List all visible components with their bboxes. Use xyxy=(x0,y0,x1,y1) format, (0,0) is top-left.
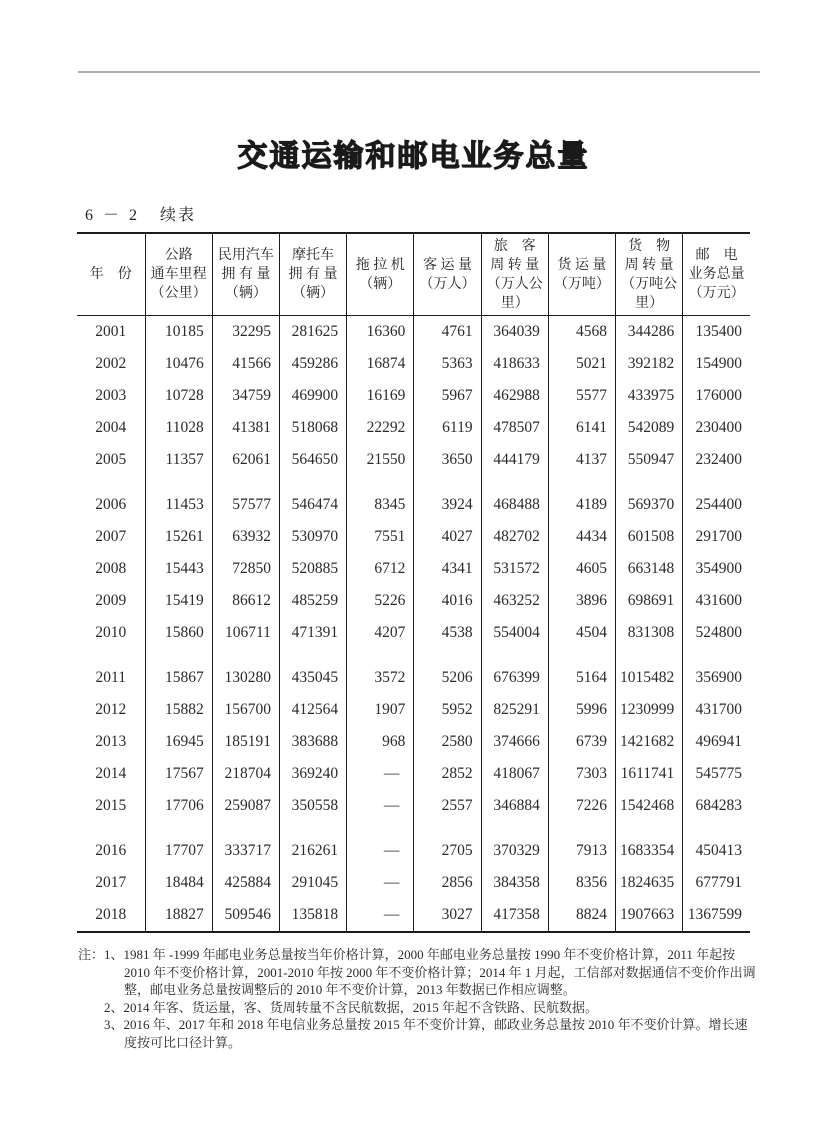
spacer-cell xyxy=(683,649,750,662)
value-cell-freight-turnover: 663148 xyxy=(616,553,683,585)
value-cell-civil-vehicles: 72850 xyxy=(212,553,279,585)
value-cell-passenger-traffic: 3924 xyxy=(414,489,481,521)
year-cell: 2008 xyxy=(95,560,127,577)
spacer-cell xyxy=(683,476,750,489)
value-cell-civil-vehicles: 333717 xyxy=(212,835,279,867)
value-cell-freight-traffic: 4434 xyxy=(548,521,615,553)
value-cell-highway-mileage: 16945 xyxy=(145,726,212,758)
col-header-line: （辆） xyxy=(224,286,267,301)
value-cell-tractors: — xyxy=(347,835,414,867)
note-item-2 xyxy=(104,999,756,1017)
value-cell-motorcycles: 518068 xyxy=(279,412,346,444)
value-cell-freight-turnover: 1907663 xyxy=(616,899,683,932)
col-header-line: （万吨） xyxy=(553,276,610,292)
value-cell-freight-traffic: 5021 xyxy=(548,348,615,380)
spacer-cell xyxy=(145,476,212,489)
value-cell-motorcycles: 350558 xyxy=(279,790,346,822)
page-title: 交通运输和邮电业务总量 xyxy=(237,140,590,173)
value-cell-motorcycles: 291045 xyxy=(279,867,346,899)
col-header-line: 民用汽车 xyxy=(217,248,274,263)
value-cell-passenger-turnover: 418067 xyxy=(481,758,548,790)
spacer-cell xyxy=(77,476,145,489)
table-row-2005 xyxy=(77,444,750,476)
value-cell-tractors: 16169 xyxy=(347,380,414,412)
spacer-cell xyxy=(548,822,615,835)
note-number: 2、 xyxy=(104,999,124,1015)
value-cell-tractors: — xyxy=(347,899,414,932)
col-header-line: （万人） xyxy=(419,276,476,292)
value-cell-tractors: — xyxy=(347,758,414,790)
table-continued-label: 续表 xyxy=(160,207,197,224)
col-header-line: 拥 有 量 xyxy=(288,267,338,282)
spacer-cell xyxy=(683,822,750,835)
value-cell-post-telecom-total: 230400 xyxy=(683,412,750,444)
value-cell-highway-mileage: 15867 xyxy=(145,662,212,694)
table-row-2002 xyxy=(77,348,750,380)
col-header-civil-vehicles xyxy=(212,233,279,316)
table-header xyxy=(77,233,750,316)
value-cell-post-telecom-total: 291700 xyxy=(683,521,750,553)
col-header-line: （万人公 xyxy=(486,276,543,292)
value-cell-freight-turnover: 344286 xyxy=(616,316,683,349)
note-text: 2014 年客、货运量，客、货周转量不含民航数据，2015 年起不含铁路、民航数据。 xyxy=(123,999,599,1015)
page-top-rule xyxy=(78,71,760,73)
value-cell-highway-mileage: 10476 xyxy=(145,348,212,380)
value-cell-freight-turnover: 1683354 xyxy=(616,835,683,867)
note-item-3 xyxy=(104,1016,756,1051)
table-row-2004 xyxy=(77,412,750,444)
table-row-2001 xyxy=(77,316,750,349)
value-cell-tractors: 3572 xyxy=(347,662,414,694)
year-cell: 2010 xyxy=(95,624,127,641)
value-cell-freight-turnover: 601508 xyxy=(616,521,683,553)
col-header-line: 年 份 xyxy=(89,267,132,282)
value-cell-post-telecom-total: 1367599 xyxy=(683,899,750,932)
spacer-cell xyxy=(616,822,683,835)
value-cell-post-telecom-total: 176000 xyxy=(683,380,750,412)
spacer-cell xyxy=(414,649,481,662)
value-cell-highway-mileage: 18484 xyxy=(145,867,212,899)
note-text: 2016 年、2017 年和 2018 年电信业务总量按 2015 年不变价计算，邮政业务总量按 2010 年不变价计算。增长速度按可比口径计算。 xyxy=(123,1017,748,1050)
value-cell-passenger-traffic: 2856 xyxy=(414,867,481,899)
year-cell: 2002 xyxy=(95,355,127,372)
table-row-2012 xyxy=(77,694,750,726)
value-cell-post-telecom-total: 154900 xyxy=(683,348,750,380)
year-cell: 2012 xyxy=(95,701,127,718)
value-cell-freight-turnover: 1421682 xyxy=(616,726,683,758)
value-cell-highway-mileage: 15882 xyxy=(145,694,212,726)
value-cell-passenger-traffic: 2557 xyxy=(414,790,481,822)
col-header-line: 摩托车 xyxy=(292,248,335,263)
value-cell-motorcycles: 564650 xyxy=(279,444,346,476)
value-cell-passenger-turnover: 384358 xyxy=(481,867,548,899)
header-row xyxy=(77,233,750,316)
note-number: 1、 xyxy=(104,947,124,962)
table-row-2013 xyxy=(77,726,750,758)
value-cell-civil-vehicles: 41566 xyxy=(212,348,279,380)
value-cell-freight-traffic: 6141 xyxy=(548,412,615,444)
value-cell-highway-mileage: 15860 xyxy=(145,617,212,649)
spacer-cell xyxy=(347,649,414,662)
col-header-line: （辆） xyxy=(359,276,402,292)
table-row-2011 xyxy=(77,662,750,694)
value-cell-passenger-traffic: 4538 xyxy=(414,617,481,649)
value-cell-civil-vehicles: 63932 xyxy=(212,521,279,553)
value-cell-civil-vehicles: 509546 xyxy=(212,899,279,932)
value-cell-highway-mileage: 11357 xyxy=(145,444,212,476)
value-cell-civil-vehicles: 218704 xyxy=(212,758,279,790)
value-cell-civil-vehicles: 185191 xyxy=(212,726,279,758)
value-cell-freight-traffic: 5996 xyxy=(548,694,615,726)
value-cell-tractors: 7551 xyxy=(347,521,414,553)
year-cell: 2005 xyxy=(95,451,127,468)
year-cell: 2017 xyxy=(95,874,127,891)
value-cell-freight-turnover: 392182 xyxy=(616,348,683,380)
value-cell-passenger-traffic: 2705 xyxy=(414,835,481,867)
year-cell: 2003 xyxy=(95,387,127,404)
spacer-cell xyxy=(212,822,279,835)
value-cell-post-telecom-total: 684283 xyxy=(683,790,750,822)
col-header-line: 业务总量 xyxy=(688,267,745,282)
value-cell-highway-mileage: 11028 xyxy=(145,412,212,444)
value-cell-passenger-traffic: 5952 xyxy=(414,694,481,726)
table-number: 6 － 2 xyxy=(85,207,141,224)
year-cell: 2011 xyxy=(95,669,126,686)
spacer-cell xyxy=(212,476,279,489)
stats-table xyxy=(77,232,750,933)
group-spacer-row xyxy=(77,476,750,489)
value-cell-passenger-turnover: 676399 xyxy=(481,662,548,694)
col-header-tractors xyxy=(347,233,414,316)
table-body xyxy=(77,316,750,933)
value-cell-motorcycles: 471391 xyxy=(279,617,346,649)
value-cell-post-telecom-total: 254400 xyxy=(683,489,750,521)
col-header-line: （辆） xyxy=(292,286,335,301)
year-cell: 2016 xyxy=(95,842,127,859)
group-spacer-row xyxy=(77,822,750,835)
note-item-1 xyxy=(78,946,756,999)
col-header-freight-traffic xyxy=(548,233,615,316)
value-cell-motorcycles: 520885 xyxy=(279,553,346,585)
value-cell-passenger-turnover: 346884 xyxy=(481,790,548,822)
value-cell-passenger-turnover: 374666 xyxy=(481,726,548,758)
value-cell-freight-turnover: 1611741 xyxy=(616,758,683,790)
col-header-passenger-traffic xyxy=(414,233,481,316)
table-label xyxy=(85,202,196,225)
value-cell-motorcycles: 459286 xyxy=(279,348,346,380)
value-cell-passenger-turnover: 482702 xyxy=(481,521,548,553)
value-cell-tractors: 4207 xyxy=(347,617,414,649)
value-cell-passenger-traffic: 2580 xyxy=(414,726,481,758)
table-row-2018 xyxy=(77,899,750,932)
value-cell-post-telecom-total: 232400 xyxy=(683,444,750,476)
value-cell-freight-traffic: 8356 xyxy=(548,867,615,899)
value-cell-post-telecom-total: 354900 xyxy=(683,553,750,585)
col-header-line: 里） xyxy=(500,295,529,311)
value-cell-freight-turnover: 1230999 xyxy=(616,694,683,726)
value-cell-freight-turnover: 1824635 xyxy=(616,867,683,899)
value-cell-tractors: 1907 xyxy=(347,694,414,726)
table-row-2015 xyxy=(77,790,750,822)
year-cell: 2006 xyxy=(95,496,127,513)
value-cell-tractors: — xyxy=(347,790,414,822)
spacer-cell xyxy=(279,822,346,835)
value-cell-civil-vehicles: 156700 xyxy=(212,694,279,726)
value-cell-civil-vehicles: 57577 xyxy=(212,489,279,521)
value-cell-highway-mileage: 18827 xyxy=(145,899,212,932)
col-header-line: 客 运 量 xyxy=(422,257,472,273)
value-cell-highway-mileage: 17707 xyxy=(145,835,212,867)
value-cell-passenger-turnover: 463252 xyxy=(481,585,548,617)
value-cell-tractors: 6712 xyxy=(347,553,414,585)
value-cell-civil-vehicles: 259087 xyxy=(212,790,279,822)
spacer-cell xyxy=(145,649,212,662)
col-header-line: （万吨公 xyxy=(621,276,678,292)
value-cell-highway-mileage: 10728 xyxy=(145,380,212,412)
value-cell-passenger-traffic: 3650 xyxy=(414,444,481,476)
value-cell-freight-traffic: 7226 xyxy=(548,790,615,822)
table-row-2010 xyxy=(77,617,750,649)
table-row-2008 xyxy=(77,553,750,585)
value-cell-motorcycles: 135818 xyxy=(279,899,346,932)
note-number: 3、 xyxy=(104,1017,124,1032)
value-cell-highway-mileage: 17706 xyxy=(145,790,212,822)
spacer-cell xyxy=(414,476,481,489)
value-cell-passenger-turnover: 825291 xyxy=(481,694,548,726)
value-cell-civil-vehicles: 34759 xyxy=(212,380,279,412)
value-cell-freight-turnover: 542089 xyxy=(616,412,683,444)
value-cell-freight-traffic: 4504 xyxy=(548,617,615,649)
value-cell-civil-vehicles: 130280 xyxy=(212,662,279,694)
value-cell-tractors: 21550 xyxy=(347,444,414,476)
table-row-2006 xyxy=(77,489,750,521)
year-cell: 2018 xyxy=(95,906,127,923)
value-cell-highway-mileage: 15261 xyxy=(145,521,212,553)
table-row-2017 xyxy=(77,867,750,899)
spacer-cell xyxy=(414,822,481,835)
value-cell-post-telecom-total: 431700 xyxy=(683,694,750,726)
value-cell-post-telecom-total: 524800 xyxy=(683,617,750,649)
value-cell-tractors: 5226 xyxy=(347,585,414,617)
value-cell-highway-mileage: 17567 xyxy=(145,758,212,790)
spacer-cell xyxy=(145,822,212,835)
value-cell-passenger-traffic: 4027 xyxy=(414,521,481,553)
year-cell: 2007 xyxy=(95,528,127,545)
value-cell-tractors: 8345 xyxy=(347,489,414,521)
value-cell-passenger-traffic: 4761 xyxy=(414,316,481,349)
value-cell-motorcycles: 469900 xyxy=(279,380,346,412)
spacer-cell xyxy=(616,649,683,662)
value-cell-passenger-traffic: 5363 xyxy=(414,348,481,380)
value-cell-highway-mileage: 15419 xyxy=(145,585,212,617)
value-cell-freight-traffic: 3896 xyxy=(548,585,615,617)
value-cell-freight-turnover: 550947 xyxy=(616,444,683,476)
col-header-line: 货 物 xyxy=(628,238,671,254)
col-header-highway-mileage xyxy=(145,233,212,316)
value-cell-civil-vehicles: 62061 xyxy=(212,444,279,476)
year-cell: 2009 xyxy=(95,592,127,609)
value-cell-highway-mileage: 11453 xyxy=(145,489,212,521)
spacer-cell xyxy=(347,476,414,489)
value-cell-post-telecom-total: 135400 xyxy=(683,316,750,349)
value-cell-freight-turnover: 433975 xyxy=(616,380,683,412)
value-cell-passenger-turnover: 478507 xyxy=(481,412,548,444)
value-cell-freight-turnover: 1015482 xyxy=(616,662,683,694)
value-cell-freight-traffic: 8824 xyxy=(548,899,615,932)
value-cell-freight-turnover: 1542468 xyxy=(616,790,683,822)
value-cell-motorcycles: 435045 xyxy=(279,662,346,694)
col-header-line: 邮 电 xyxy=(695,248,738,263)
value-cell-tractors: 968 xyxy=(347,726,414,758)
value-cell-civil-vehicles: 106711 xyxy=(212,617,279,649)
col-header-line: 周 转 量 xyxy=(490,257,540,273)
value-cell-freight-traffic: 4137 xyxy=(548,444,615,476)
value-cell-passenger-turnover: 531572 xyxy=(481,553,548,585)
value-cell-freight-traffic: 5164 xyxy=(548,662,615,694)
value-cell-passenger-turnover: 554004 xyxy=(481,617,548,649)
value-cell-freight-traffic: 7303 xyxy=(548,758,615,790)
value-cell-passenger-traffic: 2852 xyxy=(414,758,481,790)
value-cell-motorcycles: 485259 xyxy=(279,585,346,617)
value-cell-motorcycles: 216261 xyxy=(279,835,346,867)
col-header-line: （万元） xyxy=(688,286,745,301)
value-cell-passenger-turnover: 370329 xyxy=(481,835,548,867)
year-cell: 2013 xyxy=(95,733,127,750)
col-header-line: 旅 客 xyxy=(493,238,536,254)
value-cell-passenger-traffic: 3027 xyxy=(414,899,481,932)
value-cell-civil-vehicles: 425884 xyxy=(212,867,279,899)
spacer-cell xyxy=(481,822,548,835)
spacer-cell xyxy=(548,476,615,489)
value-cell-freight-traffic: 4189 xyxy=(548,489,615,521)
value-cell-passenger-turnover: 468488 xyxy=(481,489,548,521)
spacer-cell xyxy=(212,649,279,662)
value-cell-passenger-traffic: 4341 xyxy=(414,553,481,585)
table-row-2014 xyxy=(77,758,750,790)
value-cell-freight-turnover: 698691 xyxy=(616,585,683,617)
spacer-cell xyxy=(481,649,548,662)
value-cell-passenger-turnover: 418633 xyxy=(481,348,548,380)
note-text: 1981 年 -1999 年邮电业务总量按当年价格计算，2000 年邮电业务总量按 1990 年不变价格计算，2011 年起按 2010 年不变价格计算，2001-2010 年按 2000 年不变价格计算；2014 年 1 月起，工信部对数据通信不变价作出调整，邮电业务总量按调整后的 2010 年不变价计算，2013 年数据已作相应调整。 xyxy=(123,947,756,997)
col-header-passenger-turnover xyxy=(481,233,548,316)
value-cell-tractors: — xyxy=(347,867,414,899)
col-header-line: 公路 xyxy=(164,248,193,263)
spacer-cell xyxy=(616,476,683,489)
value-cell-motorcycles: 546474 xyxy=(279,489,346,521)
value-cell-motorcycles: 369240 xyxy=(279,758,346,790)
value-cell-freight-turnover: 831308 xyxy=(616,617,683,649)
col-header-freight-turnover xyxy=(616,233,683,316)
value-cell-passenger-traffic: 6119 xyxy=(414,412,481,444)
value-cell-post-telecom-total: 545775 xyxy=(683,758,750,790)
value-cell-passenger-traffic: 5206 xyxy=(414,662,481,694)
col-header-line: 周 转 量 xyxy=(624,257,674,273)
col-header-line: 通车里程 xyxy=(150,267,207,282)
value-cell-post-telecom-total: 677791 xyxy=(683,867,750,899)
table-row-2009 xyxy=(77,585,750,617)
spacer-cell xyxy=(77,822,145,835)
value-cell-freight-traffic: 5577 xyxy=(548,380,615,412)
value-cell-motorcycles: 383688 xyxy=(279,726,346,758)
value-cell-freight-traffic: 4605 xyxy=(548,553,615,585)
col-header-line: （公里） xyxy=(150,286,207,301)
col-header-motorcycles xyxy=(279,233,346,316)
value-cell-post-telecom-total: 496941 xyxy=(683,726,750,758)
value-cell-freight-turnover: 569370 xyxy=(616,489,683,521)
value-cell-passenger-turnover: 444179 xyxy=(481,444,548,476)
table-row-2007 xyxy=(77,521,750,553)
value-cell-civil-vehicles: 86612 xyxy=(212,585,279,617)
col-header-post-telecom-total xyxy=(683,233,750,316)
spacer-cell xyxy=(481,476,548,489)
value-cell-post-telecom-total: 356900 xyxy=(683,662,750,694)
year-cell: 2014 xyxy=(95,765,127,782)
col-header-line: 拖 拉 机 xyxy=(355,257,405,273)
value-cell-post-telecom-total: 431600 xyxy=(683,585,750,617)
value-cell-civil-vehicles: 32295 xyxy=(212,316,279,349)
value-cell-passenger-traffic: 4016 xyxy=(414,585,481,617)
value-cell-passenger-turnover: 462988 xyxy=(481,380,548,412)
value-cell-motorcycles: 281625 xyxy=(279,316,346,349)
spacer-cell xyxy=(279,476,346,489)
value-cell-highway-mileage: 10185 xyxy=(145,316,212,349)
year-cell: 2004 xyxy=(95,419,127,436)
col-header-line: 货 运 量 xyxy=(557,257,607,273)
col-header-year xyxy=(77,233,145,316)
value-cell-freight-traffic: 6739 xyxy=(548,726,615,758)
spacer-cell xyxy=(279,649,346,662)
value-cell-passenger-turnover: 364039 xyxy=(481,316,548,349)
value-cell-motorcycles: 412564 xyxy=(279,694,346,726)
notes xyxy=(78,946,756,1051)
value-cell-civil-vehicles: 41381 xyxy=(212,412,279,444)
value-cell-freight-traffic: 7913 xyxy=(548,835,615,867)
value-cell-tractors: 16874 xyxy=(347,348,414,380)
group-spacer-row xyxy=(77,649,750,662)
value-cell-highway-mileage: 15443 xyxy=(145,553,212,585)
value-cell-passenger-turnover: 417358 xyxy=(481,899,548,932)
col-header-line: 里） xyxy=(635,295,664,311)
table-row-2016 xyxy=(77,835,750,867)
table-row-2003 xyxy=(77,380,750,412)
year-cell: 2001 xyxy=(95,323,127,340)
value-cell-passenger-traffic: 5967 xyxy=(414,380,481,412)
col-header-line: 拥 有 量 xyxy=(221,267,271,282)
spacer-cell xyxy=(347,822,414,835)
value-cell-freight-traffic: 4568 xyxy=(548,316,615,349)
value-cell-post-telecom-total: 450413 xyxy=(683,835,750,867)
spacer-cell xyxy=(77,649,145,662)
year-cell: 2015 xyxy=(95,797,127,814)
value-cell-motorcycles: 530970 xyxy=(279,521,346,553)
value-cell-tractors: 16360 xyxy=(347,316,414,349)
value-cell-tractors: 22292 xyxy=(347,412,414,444)
notes-prefix: 注： xyxy=(78,947,105,962)
spacer-cell xyxy=(548,649,615,662)
